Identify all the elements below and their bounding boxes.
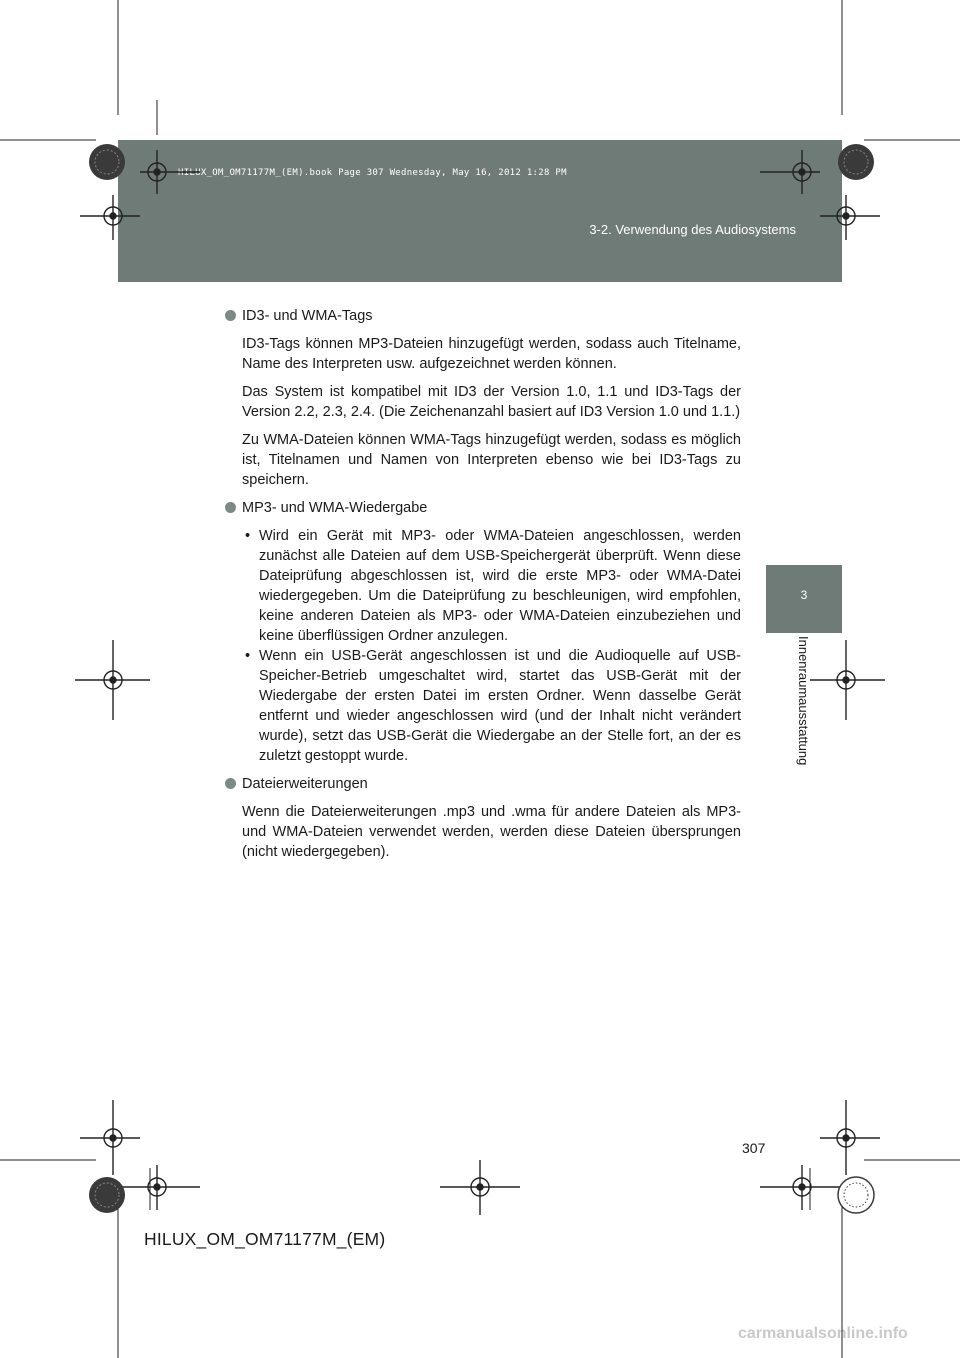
chapter-label: Innenraumausstattung <box>796 636 811 766</box>
crosshair-target-icon <box>80 1100 140 1175</box>
paragraph: Wenn die Dateierweiterungen .mp3 und .wma für andere Dateien als MP3- und WMA-Dateien verwendet werden, werden diese Dateien übersprungen (nicht wiedergegeben). <box>242 804 741 860</box>
item-title: ID3- und WMA-Tags <box>242 308 373 324</box>
crosshair-target-icon <box>760 1165 840 1210</box>
crosshair-target-icon <box>140 150 200 194</box>
dial-mark-icon <box>89 144 125 180</box>
paragraph: Das System ist kompatibel mit ID3 der Version 1.0, 1.1 und ID3-Tags der Version 2.2, 2.3, 2.4. (Die Zeichenanzahl basiert auf ID3 Version 1.0 und 1.1.) <box>242 384 741 420</box>
crosshair-target-icon <box>120 1165 200 1210</box>
sub-list-text: Wenn ein USB-Gerät angeschlossen ist und die Audioquelle auf USB-Speicher-Betrieb umgeschaltet wird, startet das USB-Gerät mit der Wiedergabe der ersten Datei im ersten Ordner. Wenn dasselbe Gerät entfernt und wieder angeschlossen wird (und der Inhalt nicht verändert wurde), setzt das USB-Gerät die Wiedergabe an der Stelle fort, an der es zuletzt gestoppt wurde. <box>259 648 741 764</box>
crosshair-target-icon <box>440 1160 520 1215</box>
crosshair-target-icon <box>820 195 880 240</box>
chapter-number: 3 <box>800 588 808 602</box>
dial-mark-icon <box>838 1177 874 1213</box>
crosshair-target-icon <box>760 150 820 194</box>
dial-mark-icon <box>838 144 874 180</box>
watermark: carmanualsonline.info <box>738 1325 908 1342</box>
footer-code: HILUX_OM_OM71177M_(EM) <box>144 1229 386 1249</box>
book-info-line: HILUX_OM_OM71177M_(EM).book Page 307 Wednesday, May 16, 2012 1:28 PM <box>178 168 567 178</box>
section-title: 3-2. Verwendung des Audiosystems <box>589 222 796 237</box>
paragraph: ID3-Tags können MP3-Dateien hinzugefügt werden, sodass auch Titelname, Name des Interpreten usw. aufgezeichnet werden können. <box>242 336 741 372</box>
crosshair-target-icon <box>820 1100 880 1175</box>
sub-list-text: Wird ein Gerät mit MP3- oder WMA-Dateien angeschlossen, werden zunächst alle Dateien auf dem USB-Speichergerät überprüft. Wenn diese Dateiprüfung abgeschlossen ist, wird die erste MP3- oder WMA-Datei wiedergegeben. Um die Dateiprüfung zu beschleunigen, wird empfohlen, keine anderen Dateien als MP3- oder WMA-Dateien einzubeziehen und keine überflüssigen Ordner anzulegen. <box>259 528 741 644</box>
crosshair-target-icon <box>75 640 150 720</box>
paragraph: Zu WMA-Dateien können WMA-Tags hinzugefügt werden, sodass es möglich ist, Titelnamen und Namen von Interpreten ebenso wie bei ID3-Tags zu speichern. <box>242 432 741 488</box>
crosshair-target-icon <box>810 640 885 720</box>
page-number: 307 <box>742 1140 766 1156</box>
item-title: MP3- und WMA-Wiedergabe <box>242 500 428 516</box>
dial-mark-icon <box>89 1177 125 1213</box>
dot-marker-icon: • <box>245 528 251 544</box>
crosshair-target-icon <box>80 195 140 240</box>
item-title: Dateierweiterungen <box>242 776 368 792</box>
dot-marker-icon: • <box>245 648 251 664</box>
